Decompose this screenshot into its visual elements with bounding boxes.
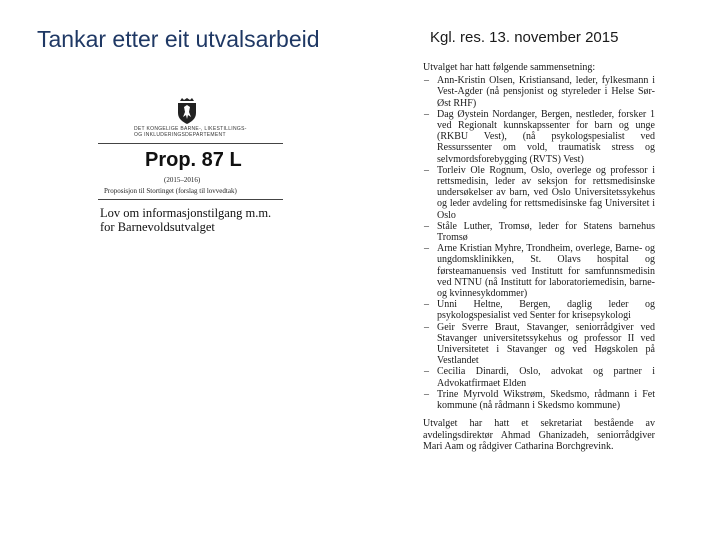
list-item: – Dag Øystein Nordanger, Bergen, nestleder, forsker 1 ved Regionalt kunnskapssenter for barn og unge (RKBU Vest), (nå psykologspesialist ved Ressurssenter om vold, traumatisk stress og selvmordsforebygging (RVTS) Vest) <box>424 108 655 165</box>
list-item: – Arne Kristian Myhre, Trondheim, overlege, Barne- og ungdomsklinikken, St. Olavs hospital og førsteamanuensis ved Institutt for samfunnsmedisin ved NTNU (nå Institutt for laboratoriemedisin, barne- og kvinnesykdommer) <box>424 243 655 300</box>
ministry-name: DET KONGELIGE BARNE-, LIKESTILLINGS- OG INKLUDERINGSDEPARTEMENT <box>134 126 247 138</box>
list-item: – Ståle Luther, Tromsø, leder for Statens barnehus Tromsø <box>424 220 655 244</box>
list-item: – Cecilia Dinardi, Oslo, advokat og partner i Advokatfirmaet Elden <box>424 366 655 389</box>
divider <box>98 199 283 200</box>
law-title: Lov om informasjonstilgang m.m. for Barnevoldsutvalget <box>100 206 272 234</box>
resolution-heading: Kgl. res. 13. november 2015 <box>430 29 619 46</box>
list-item: – Geir Sverre Braut, Stavanger, seniorrådgiver ved Stavanger universitetssykehus og professor II ved Universitetet i Stavanger og ved Høgskolen på Vestlandet <box>424 321 655 367</box>
proposition-title: Prop. 87 L <box>145 149 242 171</box>
member-list <box>423 75 655 411</box>
committee-composition-text <box>423 62 655 452</box>
list-item: – Ann-Kristin Olsen, Kristiansand, leder, fylkesmann i Vest-Agder (nå pensjonist og styreleder i Helse Sør-Øst RHF) <box>424 75 655 109</box>
list-item: – Trine Myrvold Wikstrøm, Skedsmo, rådmann i Fet kommune (nå rådmann i Skedsmo kommune) <box>424 388 655 412</box>
session-years: (2015–2016) <box>164 176 201 184</box>
list-item: – Unni Heltne, Bergen, daglig leder og psykologspesialist ved Senter for krisepsykologi <box>424 299 655 322</box>
slide-title: Tankar etter eit utvalsarbeid <box>37 26 320 52</box>
proposition-type: Proposisjon til Stortinget (forslag til lovvedtak) <box>104 187 237 195</box>
norwegian-coat-of-arms-icon <box>176 98 198 124</box>
composition-intro: Utvalget har hatt følgende sammensetning: <box>423 62 596 73</box>
divider <box>98 143 283 144</box>
secretariat-paragraph: Utvalget har hatt et sekretariat bestående av avdelingsdirektør Ahmad Ghanizadeh, seniorrådgiver Mari Aam og rådgiver Catharina Borchgrevink. <box>423 418 655 452</box>
list-item: – Torleiv Ole Rognum, Oslo, overlege og professor i rettsmedisin, leder av seksjon for rettsmedisinske undersøkelser av barn, ved Oslo Universitetssykehus og leder avdeling for rettsmedisinske fag Universitet i Oslo <box>424 164 655 221</box>
